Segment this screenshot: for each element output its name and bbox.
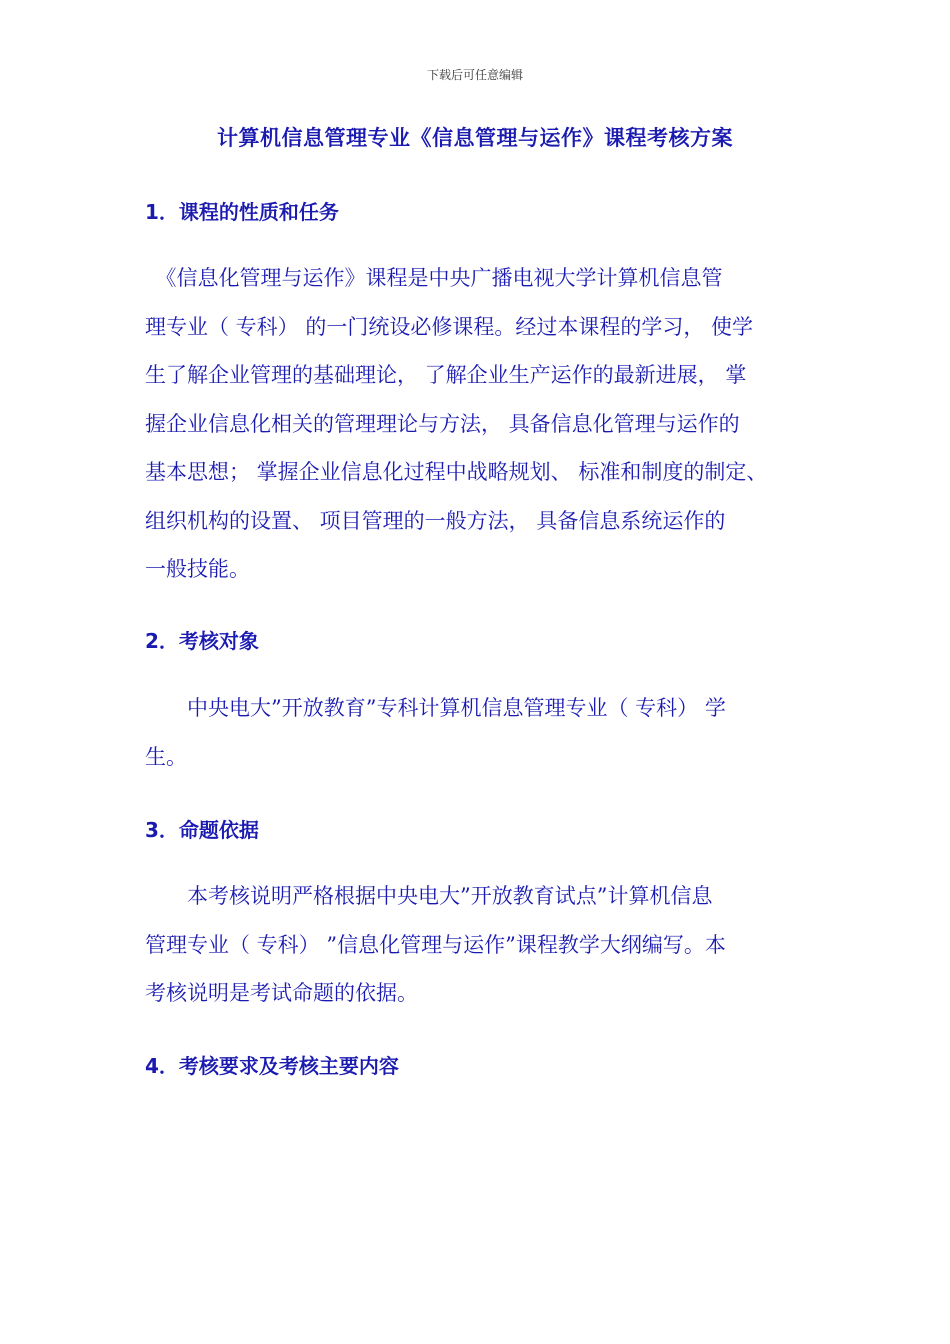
section-2-paragraph	[145, 684, 825, 781]
paragraph-line: 握企业信息化相关的管理理论与方法， 具备信息化管理与运作的	[145, 411, 740, 436]
paragraph-line: 中央电大”开放教育”专科计算机信息管理专业（ 专科） 学	[145, 696, 726, 720]
section-1-paragraph	[145, 254, 825, 594]
section-heading-2: 2．考核对象	[145, 629, 259, 653]
paragraph-line: 生了解企业管理的基础理论， 了解企业生产运作的最新进展， 掌	[145, 363, 747, 387]
header-note: 下载后可任意编辑	[426, 68, 523, 82]
paragraph-line: 管理专业（ 专科） ”信息化管理与运作”课程教学大纲编写。本	[145, 932, 726, 957]
paragraph-line: 《信息化管理与运作》课程是中央广播电视大学计算机信息管	[145, 266, 723, 290]
paragraph-line: 一般技能。	[145, 557, 250, 581]
section-heading-1: 1．课程的性质和任务	[145, 200, 339, 224]
paragraph-line: 考核说明是考试命题的依据。	[145, 981, 418, 1005]
paragraph-line: 组织机构的设置、 项目管理的一般方法， 具备信息系统运作的	[145, 508, 726, 533]
paragraph-line: 生。	[145, 744, 187, 769]
section-heading-3: 3．命题依据	[145, 818, 259, 842]
paragraph-line: 基本思想； 掌握企业信息化过程中战略规划、 标准和制度的制定、	[145, 460, 768, 484]
document-title: 计算机信息管理专业《信息管理与运作》课程考核方案	[217, 126, 733, 150]
section-3-paragraph	[145, 872, 825, 1018]
paragraph-line: 本考核说明严格根据中央电大”开放教育试点”计算机信息	[145, 884, 713, 908]
section-heading-4: 4．考核要求及考核主要内容	[145, 1054, 399, 1078]
paragraph-line: 理专业（ 专科） 的一门统设必修课程。经过本课程的学习， 使学	[145, 314, 754, 339]
